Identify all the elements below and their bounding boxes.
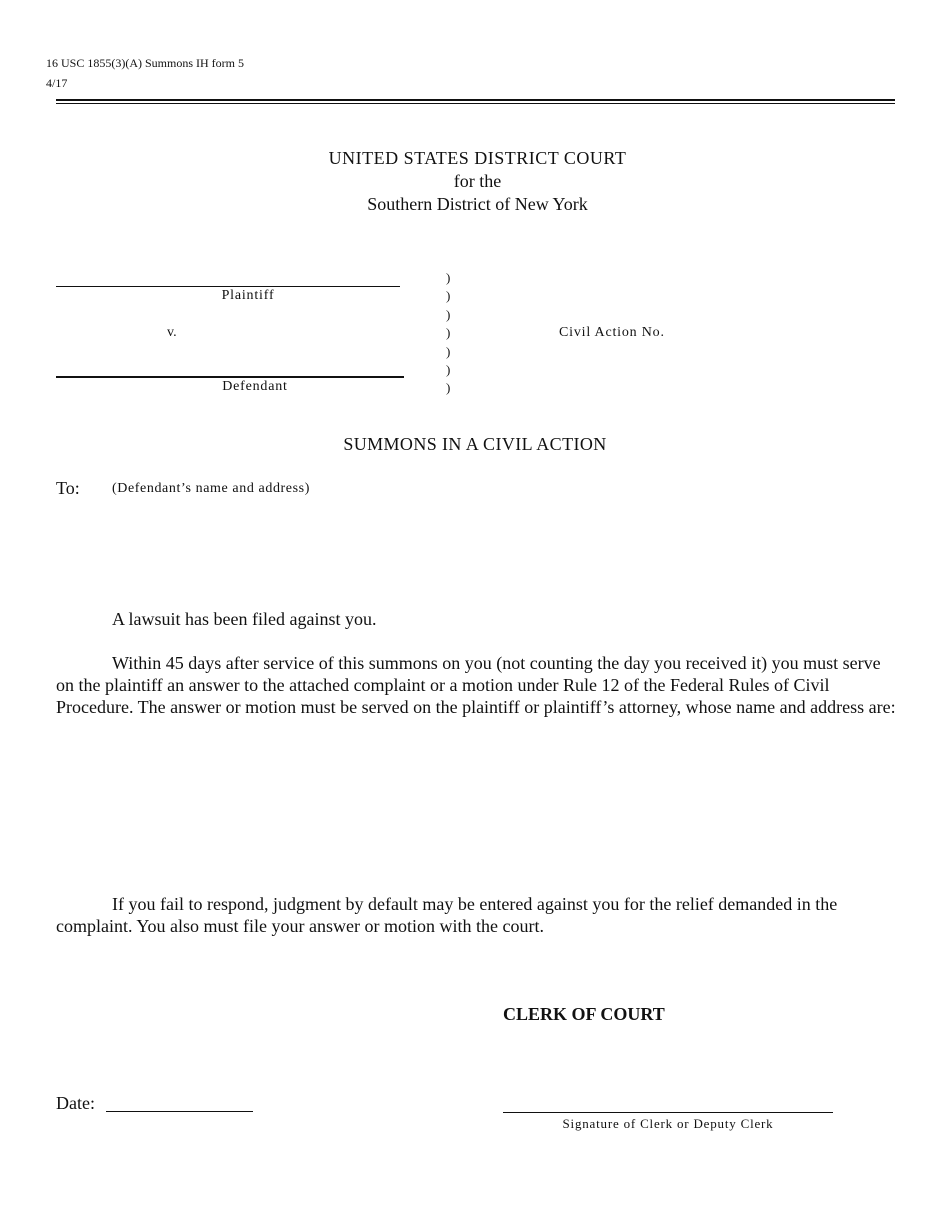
court-heading — [0, 147, 950, 216]
paren: ) — [446, 362, 451, 378]
document-title: SUMMONS IN A CIVIL ACTION — [343, 434, 607, 454]
date-field-line[interactable] — [106, 1111, 253, 1112]
form-id: 16 USC 1855(3)(A) Summons IH form 5 — [46, 56, 244, 70]
header-rule-bottom — [56, 103, 895, 104]
court-district: Southern District of New York — [367, 194, 588, 214]
to-label: To: — [56, 478, 80, 498]
clerk-of-court-heading: CLERK OF COURT — [503, 1004, 665, 1024]
versus-label: v. — [167, 325, 177, 340]
defendant-label: Defendant — [222, 379, 288, 394]
court-for-the: for the — [453, 171, 502, 191]
signature-line[interactable] — [503, 1112, 833, 1113]
date-label: Date: — [56, 1093, 95, 1113]
plaintiff-label: Plaintiff — [221, 288, 275, 303]
paren: ) — [446, 343, 451, 359]
defendant-line[interactable] — [56, 376, 404, 378]
plaintiff-line[interactable] — [56, 286, 400, 287]
paren: ) — [446, 325, 451, 341]
caption-paren-column — [446, 269, 450, 398]
paren: ) — [446, 270, 451, 285]
court-name: UNITED STATES DISTRICT COURT — [328, 148, 627, 168]
paragraph-lawsuit-filed: A lawsuit has been filed against you. — [112, 609, 377, 629]
signature-label: Signature of Clerk or Deputy Clerk — [562, 1116, 774, 1131]
form-revision: 4/17 — [46, 76, 68, 90]
paragraph-default-judgment: If you fail to respond, judgment by default may be entered against you for the relief demanded in the complaint. You also must file your answer or motion with the court. — [56, 894, 838, 936]
header-rule-top — [56, 99, 895, 101]
paragraph-response-deadline: Within 45 days after service of this summons on you (not counting the day you received it) you must serve on the plaintiff an answer to the attached complaint or a motion under Rule 12 of the Federal Rules of Civil Procedure. The answer or motion must be served on the plaintiff or plaintiff’s attorney, whose name and address are: — [56, 653, 896, 717]
paren: ) — [446, 380, 451, 396]
paren: ) — [446, 306, 451, 322]
defendant-address-hint: (Defendant’s name and address) — [112, 481, 310, 496]
civil-action-label: Civil Action No. — [559, 325, 665, 340]
paren: ) — [446, 288, 451, 304]
